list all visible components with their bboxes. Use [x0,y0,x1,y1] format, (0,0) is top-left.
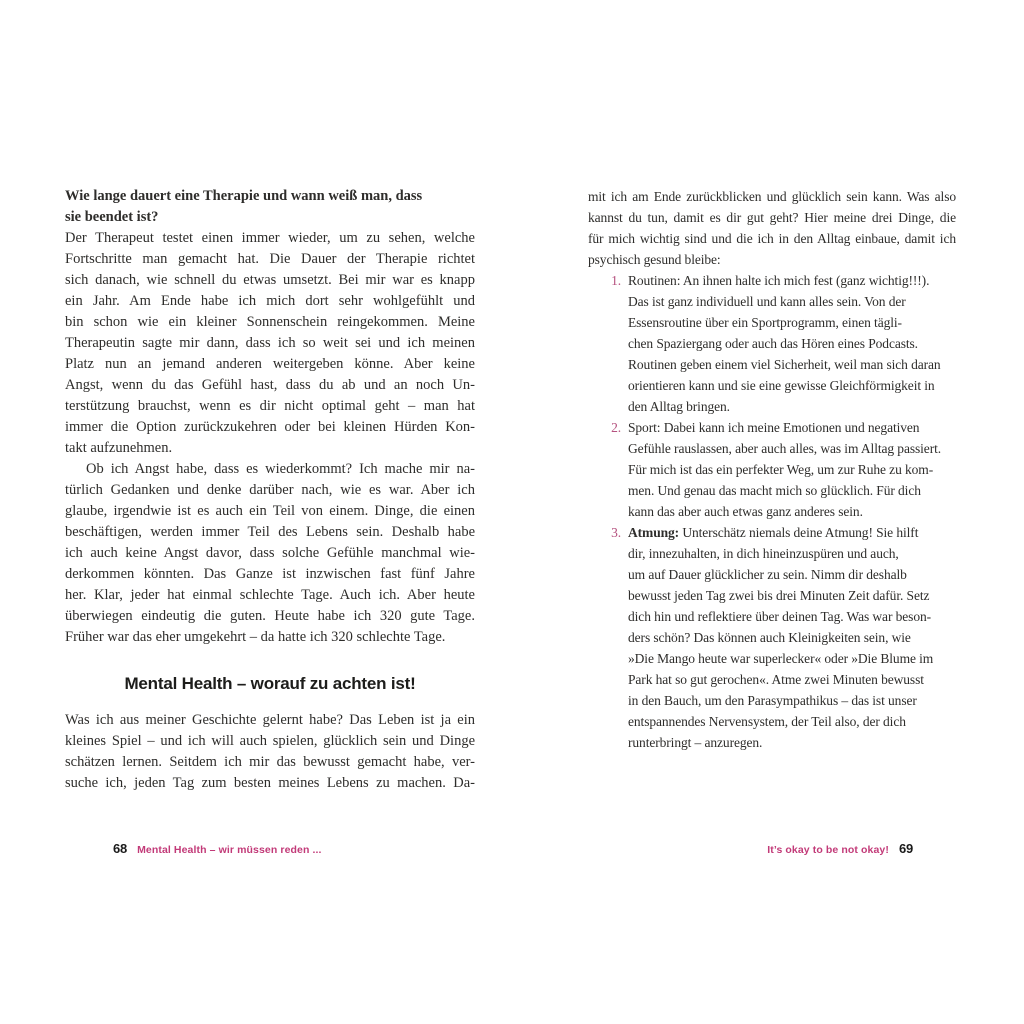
list-item-breathing [607,522,956,753]
paragraph-fear-of-relapse: Ob ich Angst habe, dass es wiederkommt? Ich mache mir na- türlich Gedanken und denke darüber nach, wie es war. Aber ich glaube, irgendwie ist es auch ein Teil von einem. Dinge, die einen beschäftigen, werden immer Teil des Lebens sein. Deshalb habe ich auch keine Angst davor, dass solche Gefühle manchmal wie- derkommen könnten. Das Ganze ist inzwischen fast fünf Jahre her. Klar, jeder hat einmal schlechte Tage. Auch ich. Aber heute überwiegen eindeutig die guten. Heute habe ich 320 gute Tage. Früher war das eher umgekehrt – da hatte ich 320 schlechte Tage. [65,461,475,645]
numbered-list [607,270,956,753]
footer-left [113,841,322,856]
section-subheading: Mental Health – worauf zu achten ist! [124,674,416,693]
question-heading: Wie lange dauert eine Therapie und wann weiß man, dass sie beendet ist? [65,188,423,225]
list-number: 3. [611,525,621,540]
page-right-text-column [588,186,956,753]
list-number: 1. [611,273,621,288]
paragraph-therapy-duration: Der Therapeut testet einen immer wieder, um zu sehen, welche Fortschritte man gemacht hat. Die Dauer der Therapie richtet sich danach, wie schnell du etwas umsetzt. Bei mir war es knapp ein Jahr. Am Ende habe ich mich dort sehr wohlgefühlt und bin schon wie ein kleiner Sonnenschein reingekommen. Meine Therapeutin sagte mir dann, dass ich so weit sei und ich meinen Platz nun an jemand anderen weitergeben könne. Aber keine Angst, wenn du das Gefühl hast, dass du ab und an noch Un- terstützung brauchst, wenn es dir nicht optimal geht – man hat immer die Option zurückzukehren oder bei kleinen Hürden Kon- takt aufzunehmen. [65,230,475,456]
running-title-left: Mental Health – wir müssen reden ... [137,844,322,856]
list-item-lead: Atmung: [628,525,683,540]
page-number-right: 69 [898,841,913,856]
page-number-left: 68 [113,841,128,856]
page-left-text-column [65,186,475,794]
paragraph-three-things-intro: mit ich am Ende zurückblicken und glücklich sein kann. Was also kannst du tun, damit es dir gut geht? Hier meine drei Dinge, die für mich wichtig sind und die ich in den Alltag einbaue, damit ich psychisch gesund bleibe: [588,189,956,267]
list-item-routines [607,270,956,417]
list-item-text: Atmung: Unterschätz niemals deine Atmung! Sie hilft dir, innezuhalten, in dich hineinzuspüren und auch, um auf Dauer glücklicher zu sein. Nimm dir deshalb bewusst jeden Tag zwei bis drei Minuten Zeit dafür. Setz dich hin und reflektiere über deinen Tag. Was war beson- ders schön? Das können auch Kleinigkeiten sein, wie »Die Mango heute war superlecker« oder »Die Blume im Park hat so gut gerochen«. Atme zwei Minuten bewusst in den Bauch, um den Parasympathikus – das ist unser entspannendes Nervensystem, der Teil also, der dich runterbringt – anzuregen. [628,525,934,750]
footer-right [767,841,913,856]
list-item-sport [607,417,956,522]
list-item-text: Sport: Dabei kann ich meine Emotionen und negativen Gefühle rauslassen, aber auch alles, was im Alltag passiert. Für mich ist das ein perfekter Weg, um zur Ruhe zu kom- men. Und genau das macht mich so glücklich. Für dich kann das aber auch etwas ganz anderes sein. [628,420,942,519]
list-number: 2. [611,420,621,435]
list-item-lead: Routinen: [628,273,683,288]
paragraph-lessons-learned: Was ich aus meiner Geschichte gelernt habe? Das Leben ist ja ein kleines Spiel – und ich will auch spielen, glücklich sein und Dinge schätzen lernen. Seitdem ich mir das bewusst gemacht habe, ver- suche ich, jeden Tag zum besten meines Lebens zu machen. Da- [65,712,475,791]
running-title-right: It’s okay to be not okay! [767,844,889,856]
list-item-lead: Sport: [628,420,664,435]
list-item-text: Routinen: An ihnen halte ich mich fest (ganz wichtig!!!). Das ist ganz individuell und kann alles sein. Von der Essensroutine über ein Sportprogramm, einen tägli- chen Spaziergang oder auch das Hören eines Podcasts. Routinen geben einem viel Sicherheit, weil man sich daran orientieren kann und sie eine gewisse Gleichförmigkeit in den Alltag bringen. [628,273,941,414]
